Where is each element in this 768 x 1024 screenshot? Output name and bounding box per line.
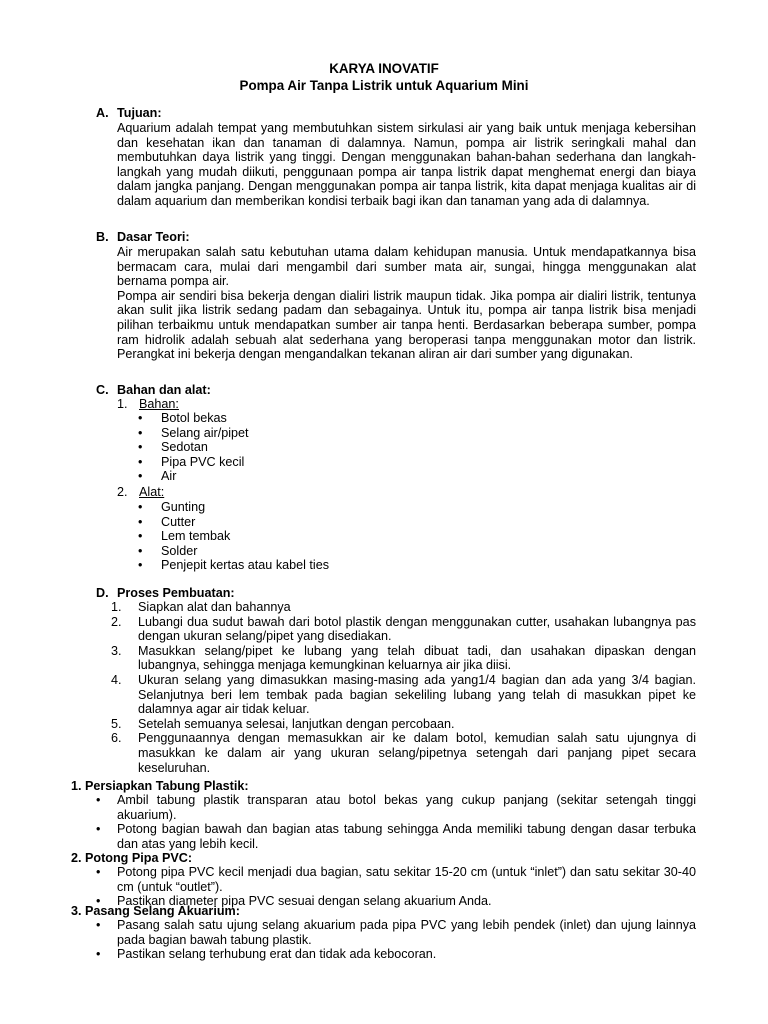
step-text: Penggunaannya dengan memasukkan air ke dalam botol, kemudian salah satu ujungnya di masukkan ke dalam air yang ukuran selang/pipetnya setengah dari panjang pipet secara keseluruhan.	[138, 731, 696, 775]
list-item: • Pastikan selang terhubung erat dan tidak ada kebocoran.	[96, 947, 696, 962]
step2-2-heading: 2. Potong Pipa PVC:	[71, 851, 193, 865]
step2-3-list	[96, 918, 696, 962]
section-a-paragraph	[117, 121, 696, 209]
list-item: • Pipa PVC kecil	[138, 455, 249, 470]
list-item: • Gunting	[138, 500, 329, 515]
step-text: Siapkan alat dan bahannya	[138, 600, 291, 614]
step-number: 3.	[111, 643, 122, 658]
section-title: Dasar Teori:	[117, 230, 190, 244]
section-a-heading	[96, 106, 162, 121]
step2-2-list	[96, 865, 696, 909]
alat-label: Alat:	[139, 485, 165, 499]
paragraph: Aquarium adalah tempat yang membutuhkan sistem sirkulasi air yang baik untuk menjaga kebersihan dan kesehatan ikan dan tanaman di dalamnya. Namun, pompa air listrik seringkali mahal dan membutuhkan daya listrik yang tinggi. Dengan menggunakan bahan-bahan sederhana dan langkah-langkah yang mudah diikuti, penggunaan pompa air tanpa listrik dapat menghemat energi dan biaya dalam jangka panjang. Dengan menggunakan pompa air tanpa listrik, kita dapat menjaga kualitas air di dalam aquarium dan memberikan kondisi terbaik bagi ikan dan tanaman yang ada di dalamnya.	[117, 121, 696, 208]
bahan-subheading	[117, 397, 179, 412]
list-number: 1.	[117, 397, 128, 411]
section-d-heading	[96, 586, 235, 601]
alat-list	[138, 500, 329, 573]
list-item: • Cutter	[138, 515, 329, 530]
bahan-list	[138, 411, 249, 484]
step-text: Masukkan selang/pipet ke lubang yang telah dibuat tadi, dan usahakan dipaskan dengan lubangnya, sehingga menjaga kemungkinan keluarnya air jika diisi.	[138, 643, 696, 673]
step-item	[111, 672, 696, 717]
list-item: • Botol bekas	[138, 411, 249, 426]
section-letter: A.	[96, 106, 109, 120]
list-item: • Potong pipa PVC kecil menjadi dua bagian, satu sekitar 15-20 cm (untuk “inlet”) dan satu sekitar 30-40 cm (untuk “outlet”).	[96, 865, 696, 894]
step-number: 5.	[111, 716, 122, 731]
step-text: Lubangi dua sudut bawah dari botol plastik dengan menggunakan cutter, usahakan lubangnya pas dengan ukuran selang/pipet yang disediakan.	[138, 614, 696, 644]
step-number: 1.	[111, 600, 122, 614]
step-item	[111, 716, 696, 732]
section-title: Bahan dan alat:	[117, 383, 211, 397]
list-item: • Penjepit kertas atau kabel ties	[138, 558, 329, 573]
section-letter: C.	[96, 383, 109, 397]
step2-1-heading: 1. Persiapkan Tabung Plastik:	[71, 779, 249, 793]
paragraph: Air merupakan salah satu kebutuhan utama dalam kehidupan manusia. Untuk mendapatkannya bisa bermacam cara, mulai dari mengambil dari sumber mata air, sungai, hingga menggunakan alat bernama pompa air.	[117, 245, 696, 289]
list-item: • Air	[138, 469, 249, 484]
list-item: • Selang air/pipet	[138, 426, 249, 441]
list-item: • Potong bagian bawah dan bagian atas tabung sehingga Anda memiliki tabung dengan dasar terbuka dan atas yang lebih kecil.	[96, 822, 696, 851]
list-item: • Solder	[138, 544, 329, 559]
step2-3-heading: 3. Pasang Selang Akuarium:	[71, 904, 240, 918]
step-item	[111, 643, 696, 673]
step-item	[111, 600, 696, 615]
section-letter: B.	[96, 230, 109, 244]
section-letter: D.	[96, 586, 109, 600]
list-item: • Sedotan	[138, 440, 249, 455]
section-title: Tujuan:	[117, 106, 162, 120]
doc-subtitle: Pompa Air Tanpa Listrik untuk Aquarium Mini	[239, 78, 529, 93]
step-item	[111, 731, 696, 775]
list-item: • Lem tembak	[138, 529, 329, 544]
step-item	[111, 614, 696, 644]
section-c-heading	[96, 383, 211, 398]
list-number: 2.	[117, 485, 128, 499]
step-number: 2.	[111, 614, 122, 629]
step-text: Setelah semuanya selesai, lanjutkan dengan percobaan.	[138, 716, 455, 731]
section-b-heading	[96, 230, 190, 245]
step-number: 6.	[111, 731, 122, 746]
doc-title: KARYA INOVATIF	[329, 61, 439, 76]
alat-subheading	[117, 485, 164, 500]
paragraph: Pompa air sendiri bisa bekerja dengan dialiri listrik maupun tidak. Jika pompa air dialiri listrik, tentunya akan sulit jika listrik sedang padam dan sebagainya. Untuk itu, pompa air tanpa listrik bisa menjadi pilihan terbaikmu untuk mendapatkan sumber air tanpa henti. Berdasarkan beberapa sumber, pompa ram hidrolik adalah sebuah alat sederhana yang beroperasi tanpa menggunakan motor dan listrik. Perangkat ini bekerja dengan mengandalkan tekanan aliran air dari sumber yang digunakan.	[117, 288, 696, 362]
list-item: • Pasang salah satu ujung selang akuarium pada pipa PVC yang lebih pendek (inlet) dan ujung lainnya pada bagian bawah tabung plastik.	[96, 918, 696, 947]
bahan-label: Bahan:	[139, 397, 179, 411]
list-item: • Pastikan diameter pipa PVC sesuai dengan selang akuarium Anda.	[96, 894, 696, 909]
section-b-body	[117, 245, 696, 362]
step-text: Ukuran selang yang dimasukkan masing-masing ada yang1/4 bagian dan ada yang 3/4 bagian. Selanjutnya beri lem tembak pada bagian sekeliling lubang yang telah di masukkan pipet ke dalamnya agar air tidak keluar.	[138, 672, 696, 717]
step-number: 4.	[111, 672, 122, 687]
process-steps	[111, 600, 696, 775]
step2-1-list	[96, 793, 696, 851]
section-title: Proses Pembuatan:	[117, 586, 235, 600]
list-item: • Ambil tabung plastik transparan atau botol bekas yang cukup panjang (sekitar setengah tinggi akuarium).	[96, 793, 696, 822]
